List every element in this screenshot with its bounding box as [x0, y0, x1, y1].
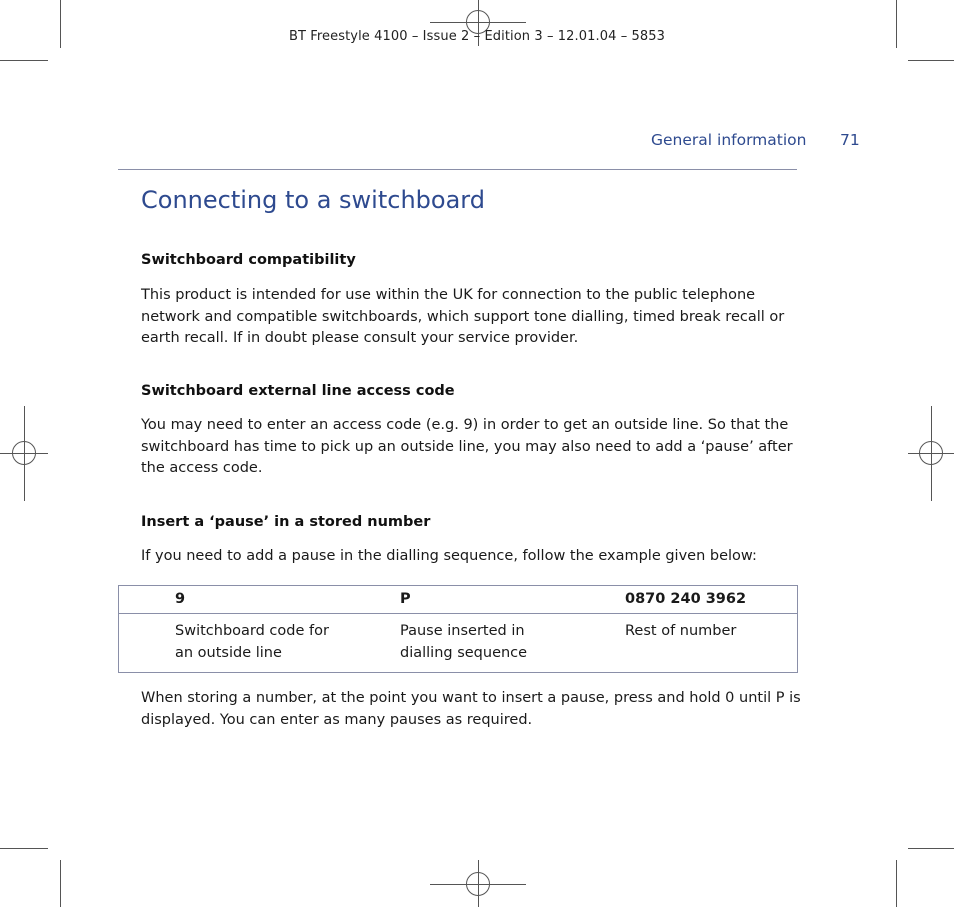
paragraph-closing: When storing a number, at the point you want to insert a pause, press and hold 0 until P is displayed. You can enter as many pauses as required. [141, 690, 801, 728]
heading-switchboard-compatibility: Switchboard compatibility [141, 252, 356, 268]
running-header: General information [651, 131, 807, 149]
table-divider [119, 613, 797, 614]
paragraph-insert-pause: If you need to add a pause in the dialling sequence, follow the example given below: [141, 548, 757, 564]
table-header-cell: 0870 240 3962 [625, 591, 747, 607]
page-title: Connecting to a switchboard [141, 186, 485, 214]
heading-insert-pause: Insert a ‘pause’ in a stored number [141, 514, 431, 530]
table-header-cell: P [400, 591, 411, 607]
paragraph-access-code: You may need to enter an access code (e.g. 9) in order to get an outside line. So that the switchboard has time to pick up an outside line, you may also need to add a ‘pause’ after the access code. [141, 417, 793, 476]
print-slug: BT Freestyle 4100 – Issue 2 – Edition 3 – 12.01.04 – 5853 [288, 29, 666, 44]
table-cell: Rest of number [625, 623, 737, 639]
table-cell: Pause inserted in dialling sequence [400, 623, 528, 661]
paragraph-switchboard-compatibility: This product is intended for use within the UK for connection to the public telephone network and compatible switchboards, which support tone dialling, timed break recall or earth recall. If in doubt please consult your service provider. [141, 287, 785, 346]
header-rule [118, 169, 797, 170]
page-number: 71 [840, 131, 860, 149]
table-header-cell: 9 [175, 591, 186, 607]
pause-example-table [118, 585, 798, 673]
table-cell: Switchboard code for an outside line [175, 623, 329, 661]
heading-access-code: Switchboard external line access code [141, 383, 455, 399]
